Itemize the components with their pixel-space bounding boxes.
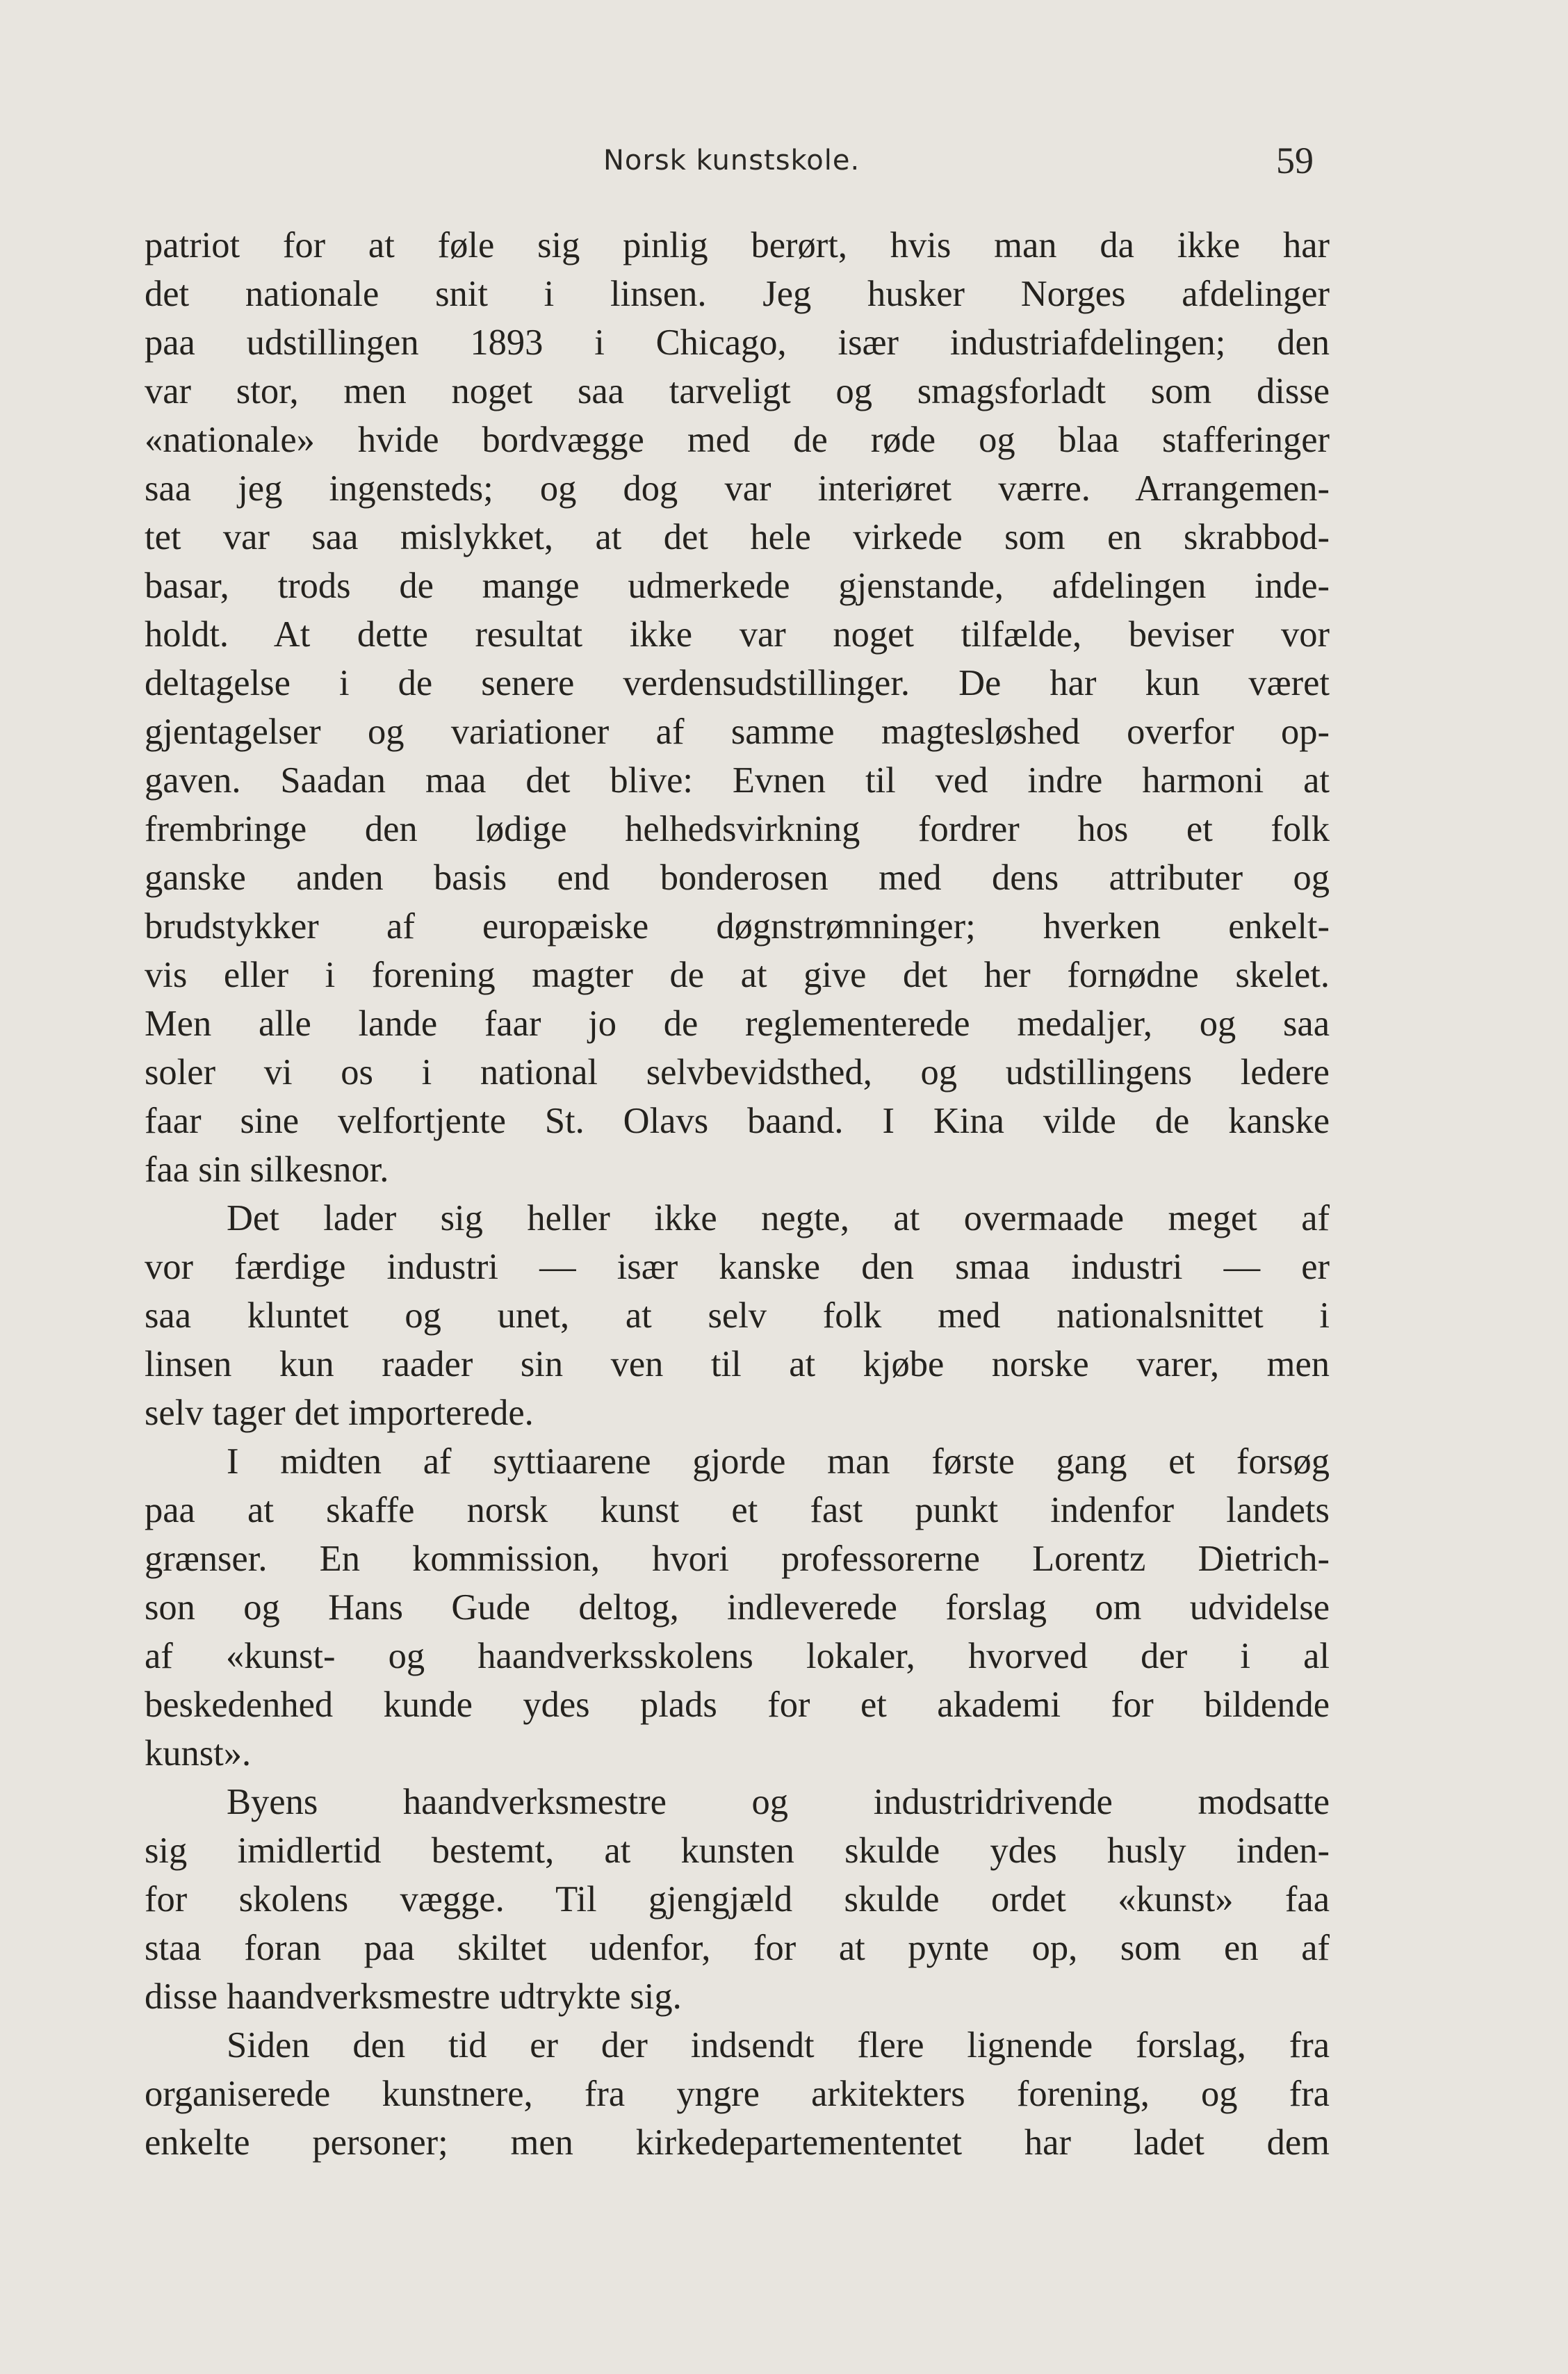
text-line: saa kluntet og unet, at selv folk med nationalsnittet i — [145, 1295, 1330, 1336]
text-line: faar sine velfortjente St. Olavs baand. I Kina vilde de kanske — [145, 1101, 1330, 1141]
text-line: sig imidlertid bestemt, at kunsten skulde ydes husly inden- — [145, 1831, 1330, 1871]
text-line: patriot for at føle sig pinlig berørt, hvis man da ikke har — [145, 225, 1330, 265]
text-line: grænser. En kommission, hvori professorerne Lorentz Dietrich- — [145, 1539, 1330, 1579]
body-text — [145, 221, 1330, 2167]
text-line: det nationale snit i linsen. Jeg husker Norges afdelinger — [145, 274, 1330, 314]
text-line: vis eller i forening magter de at give det her fornødne skelet. — [145, 955, 1330, 995]
text-line: saa jeg ingensteds; og dog var interiøret værre. Arrangemen- — [145, 468, 1330, 509]
paragraph-start-line: Byens haandverksmestre og industridrivende modsatte — [227, 1782, 1330, 1822]
paragraph-start-line: Det lader sig heller ikke negte, at overmaade meget af — [227, 1198, 1330, 1238]
paragraph-end-line: disse haandverksmestre udtrykte sig. — [145, 1976, 682, 2017]
text-line: vor færdige industri — især kanske den smaa industri — er — [145, 1247, 1330, 1287]
text-line: Men alle lande faar jo de reglementerede medaljer, og saa — [145, 1004, 1330, 1044]
text-line: «nationale» hvide bordvægge med de røde og blaa stafferinger — [145, 420, 1330, 460]
text-line: linsen kun raader sin ven til at kjøbe norske varer, men — [145, 1344, 1330, 1384]
text-line: ganske anden basis end bonderosen med dens attributer og — [145, 858, 1330, 898]
running-title: Norsk kunstskole. — [603, 145, 860, 177]
paragraph-start-line: I midten af syttiaarene gjorde man første gang et forsøg — [227, 1441, 1330, 1482]
paragraph-end-line: kunst». — [145, 1733, 252, 1774]
text-line: for skolens vægge. Til gjengjæld skulde ordet «kunst» faa — [145, 1879, 1330, 1919]
text-line: frembringe den lødige helhedsvirkning fordrer hos et folk — [145, 809, 1330, 849]
text-line: staa foran paa skiltet udenfor, for at pynte op, som en af — [145, 1928, 1330, 1968]
paragraph-end-line: selv tager det importerede. — [145, 1393, 534, 1433]
paragraph-start-line: Siden den tid er der indsendt flere lignende forslag, fra — [227, 2025, 1330, 2065]
text-line: af «kunst- og haandverksskolens lokaler, hvorved der i al — [145, 1636, 1330, 1676]
text-line: deltagelse i de senere verdensudstillinger. De har kun været — [145, 663, 1330, 703]
text-line: son og Hans Gude deltog, indleverede forslag om udvidelse — [145, 1587, 1330, 1628]
text-line: paa at skaffe norsk kunst et fast punkt indenfor landets — [145, 1490, 1330, 1530]
paragraph-end-line: faa sin silkesnor. — [145, 1149, 389, 1190]
page-number: 59 — [1276, 140, 1314, 181]
text-line: enkelte personer; men kirkedepartemententet har ladet dem — [145, 2122, 1330, 2163]
text-line: beskedenhed kunde ydes plads for et akademi for bildende — [145, 1685, 1330, 1725]
text-line: tet var saa mislykket, at det hele virkede som en skrabbod- — [145, 517, 1330, 557]
text-line: gaven. Saadan maa det blive: Evnen til ved indre harmoni at — [145, 760, 1330, 801]
text-line: organiserede kunstnere, fra yngre arkitekters forening, og fra — [145, 2074, 1330, 2114]
text-line: gjentagelser og variationer af samme magtesløshed overfor op- — [145, 712, 1330, 752]
text-line: paa udstillingen 1893 i Chicago, især industriafdelingen; den — [145, 322, 1330, 363]
text-line: var stor, men noget saa tarveligt og smagsforladt som disse — [145, 371, 1330, 411]
text-line: brudstykker af europæiske døgnstrømninger; hverken enkelt- — [145, 906, 1330, 947]
page-header — [0, 136, 1568, 185]
text-line: basar, trods de mange udmerkede gjenstande, afdelingen inde- — [145, 566, 1330, 606]
text-line: soler vi os i national selvbevidsthed, og udstillingens ledere — [145, 1052, 1330, 1092]
text-line: holdt. At dette resultat ikke var noget tilfælde, beviser vor — [145, 614, 1330, 655]
